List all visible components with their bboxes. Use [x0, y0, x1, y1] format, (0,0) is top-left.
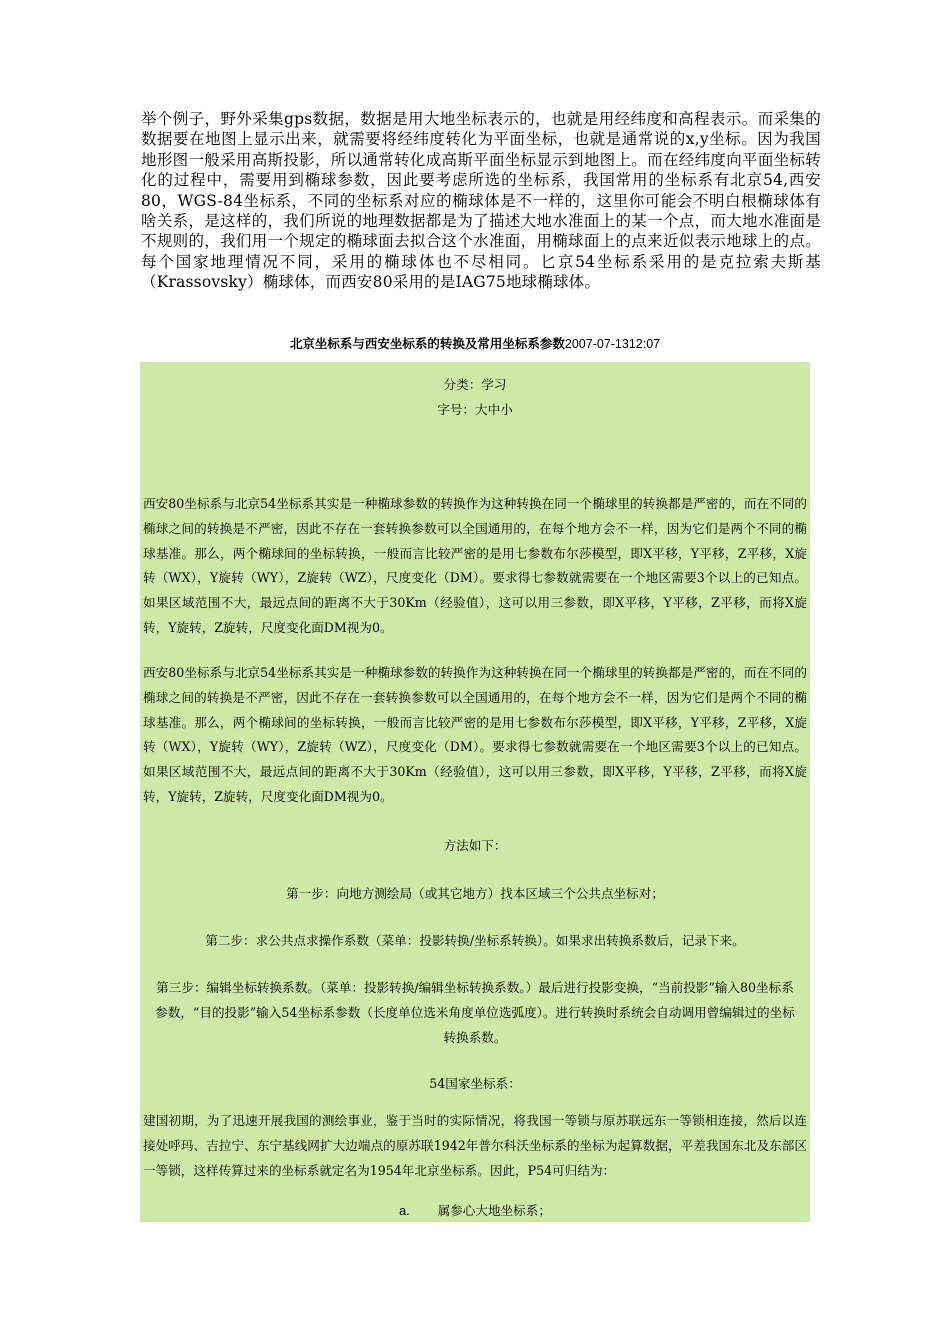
paragraph-1: 西安80坐标系与北京54坐标系其实是一种椭球参数的转换作为这种转换在同一个椭球里的转换都是严密的，而在不同的椭球之间的转换是不严密，因此不存在一套转换参数可以全国通用的，在每个地方会不一样，因为它们是两个不同的椭球基准。那么，两个椭球间的坐标转换，一般而言比较严密的是用七参数布尔莎模型，即X平移，Y平移，Z平移，X旋转（WX），Y旋转（WY），Z旋转（WZ），尺度变化（DM）。要求得七参数就需要在一个地区需要3个以上的已知点。如果区域范围不大，最远点间的距离不大于30Km（经验值），这可以用三参数，即X平移，Y平移，Z平移，而将X旋转，Y旋转，Z旋转，尺度变化面DM视为0。: [143, 496, 807, 635]
method-heading: 方法如下：: [443, 838, 507, 853]
article-title: 北京坐标系与西安坐标系的转换及常用坐标系参数: [289, 337, 565, 351]
step-2: 第二步：求公共点求操作系数（菜单：投影转换/坐标系转换）。如果求出转换系数后，记录下来。: [205, 933, 745, 948]
step-3: 第三步：编辑坐标转换系数。（菜单：投影转换/编辑坐标转换系数。）最后进行投影变换，“当前投影”输入80坐标系参数，“目的投影”输入54坐标系参数（长度单位选米角度单位选弧度）。进行转换时系统会自动调用曾编辑过的坐标转换系数。: [155, 980, 795, 1045]
list-item-a-label: a.: [399, 1204, 410, 1218]
list-item-a: [140, 1199, 810, 1222]
article-datetime: 2007-07-1312:07: [564, 337, 661, 351]
intro-paragraph: 举个例子，野外采集gps数据，数据是用大地坐标表示的，也就是用经纬度和高程表示。而采集的数据要在地图上显示出来，就需要将经纬度转化为平面坐标，也就是通常说的x,y坐标。因为我国地形图一般采用高斯投影，所以通常转化成高斯平面坐标显示到地图上。而在经纬度向平面坐标转化的过程中，需要用到椭球参数，因此要考虑所选的坐标系，我国常用的坐标系有北京54,西安80，WGS-84坐标系，不同的坐标系对应的椭球体是不一样的，这里你可能会不明白根椭球体有啥关系，是这样的，我们所说的地理数据都是为了描述大地水准面上的某一个点，而大地水准面是不规则的，我们用一个规定的椭球面去拟合这个水准面，用椭球面上的点来近似表示地球上的点。每个国家地理情况不同，采用的椭球体也不尽相同。匕京54坐标系采用的是克拉索夫斯基（Krassovsky）椭球体，而西安80采用的是IAG75地球椭球体。: [141, 110, 821, 292]
article-body: [140, 362, 810, 1222]
article-header: [0, 334, 950, 352]
list-item-a-text: 属参心大地坐标系；: [437, 1203, 551, 1218]
category-label: 分类：学习: [443, 377, 507, 392]
step-1: 第一步：向地方测绘局（或其它地方）找本区域三个公共点坐标对；: [286, 886, 664, 901]
section-54-text: 建国初期，为了迅速开展我国的测绘事业，鉴于当时的实际情况，将我国一等锁与原苏联远东一等锁相连接，然后以连接处呼玛、吉拉宁、东宁基线网扩大边端点的原苏联1942年普尔科沃坐标系的坐标为起算数据，平差我国东北及东部区一等锁，这样传算过来的坐标系就定名为1954年北京坐标系。因此，P54可归结为：: [143, 1113, 807, 1178]
paragraph-2: 西安80坐标系与北京54坐标系其实是一种椭球参数的转换作为这种转换在同一个椭球里的转换都是严密的，而在不同的椭球之间的转换是不严密，因此不存在一套转换参数可以全国通用的，在每个地方会不一样，因为它们是两个不同的椭球基准。那么，两个椭球间的坐标转换，一般而言比较严密的是用七参数布尔莎模型，即X平移，Y平移，Z平移，X旋转（WX），Y旋转（WY），Z旋转（WZ），尺度变化（DM）。要求得七参数就需要在一个地区需要3个以上的已知点。如果区域范围不大，最远点间的距离不大于30Km（经验值），这可以用三参数，即X平移，Y平移，Z平移，而将X旋转，Y旋转，Z旋转，尺度变化面DM视为0。: [143, 665, 807, 804]
font-size-selector[interactable]: 字号：大中小: [437, 402, 513, 417]
section-54-heading: 54国家坐标系：: [429, 1076, 521, 1091]
